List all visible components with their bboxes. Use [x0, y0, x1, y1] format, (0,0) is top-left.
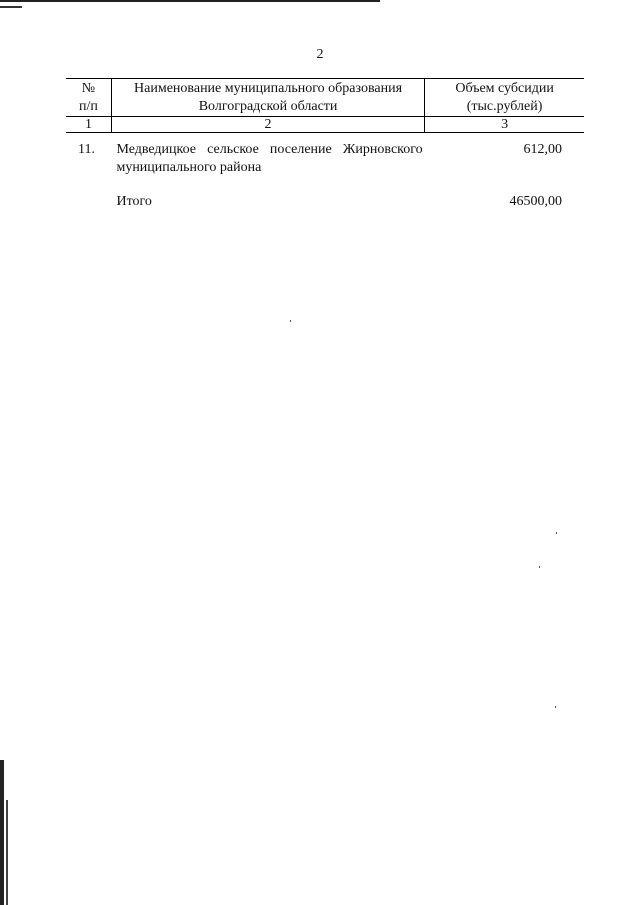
scan-speck	[290, 320, 291, 322]
scan-edge-left	[0, 760, 4, 905]
row-municipality-name	[111, 133, 424, 179]
header-name-line2: Волгоградской области	[198, 99, 338, 114]
header-amount	[425, 79, 584, 117]
header-number-line2: п/п	[79, 99, 98, 114]
row-number: 11.	[78, 142, 95, 157]
total-number-cell	[66, 178, 111, 212]
page-number: 2	[316, 47, 324, 62]
scan-edge-top	[0, 0, 380, 2]
header-amount-line2: (тыс.рублей)	[466, 99, 543, 114]
scan-edge-top-mark	[0, 6, 22, 8]
scan-edge-left-inner	[6, 800, 8, 905]
row-subsidy-amount: 612,00	[523, 142, 562, 157]
subsidy-table	[66, 78, 584, 212]
row-municipality-name-text: Медведицкое сельское поселение Жирновского муниципального района	[116, 142, 423, 175]
total-amount: 46500,00	[509, 194, 562, 209]
table-row	[66, 133, 584, 179]
column-number-1: 1	[66, 117, 111, 133]
header-name	[111, 79, 424, 117]
header-name-line1: Наименование муниципального образования	[134, 81, 403, 96]
scan-speck	[556, 532, 557, 534]
header-amount-line1: Объем субсидии	[455, 81, 554, 96]
scan-speck	[555, 706, 556, 708]
total-label: Итого	[116, 194, 152, 209]
header-number-line1: №	[81, 81, 96, 96]
header-number	[66, 79, 111, 117]
column-number-3: 3	[425, 117, 584, 133]
total-row	[66, 178, 584, 212]
scan-speck	[539, 566, 540, 568]
column-number-2: 2	[111, 117, 424, 133]
column-number-row	[66, 117, 584, 133]
table-header-row	[66, 79, 584, 117]
